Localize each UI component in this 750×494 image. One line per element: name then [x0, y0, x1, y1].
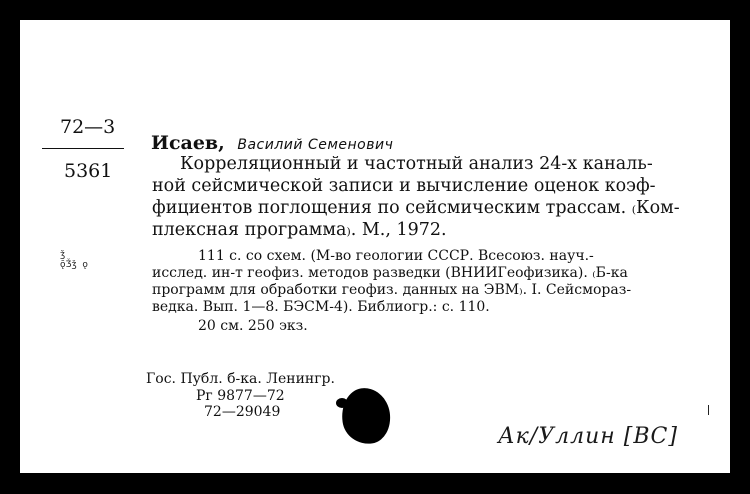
author-name: Исаев, [151, 132, 225, 154]
tick-mark [708, 405, 709, 415]
registration-number: Рг 9877—72 [196, 388, 285, 404]
divider-rule [42, 148, 124, 149]
margin-scribble: ǯ ǭǮǯ ǫ [60, 250, 88, 270]
title-line-1: Корреляционный и частотный анализ 24-х каналь- [180, 154, 653, 174]
call-number-bottom: 5361 [64, 160, 113, 182]
description-line-3: программ для обработки геофиз. данных на ЭВМ₎. I. Сейсмораз- [152, 282, 632, 298]
handwritten-signature: Ак/Уллин [ВС] [498, 424, 678, 449]
size-copies: 20 см. 250 экз. [198, 318, 308, 334]
card-number: 72—29049 [204, 404, 281, 420]
author-handwritten: Василий Семенович [237, 137, 394, 153]
ink-blot [338, 385, 393, 447]
catalog-card [20, 20, 730, 473]
description-line-4: ведка. Вып. 1—8. БЭСМ-4). Библиогр.: с. 110. [152, 299, 490, 315]
library-name: Гос. Публ. б-ка. Ленингр. [146, 371, 335, 387]
description-line-1: 111 с. со схем. (М-во геологии СССР. Всесоюз. науч.- [198, 248, 594, 264]
title-line-3: фициентов поглощения по сейсмическим трассам. ₍Ком- [152, 198, 680, 218]
description-line-2: исслед. ин-т геофиз. методов разведки (ВНИИГеофизика). ₍Б-ка [152, 265, 628, 281]
author-line [151, 132, 393, 154]
ink-blot-small [336, 398, 348, 408]
call-number-top: 72—3 [60, 116, 116, 138]
title-line-2: ной сейсмической записи и вычисление оценок коэф- [152, 176, 656, 196]
title-line-4: плексная программа₎. М., 1972. [152, 220, 447, 240]
